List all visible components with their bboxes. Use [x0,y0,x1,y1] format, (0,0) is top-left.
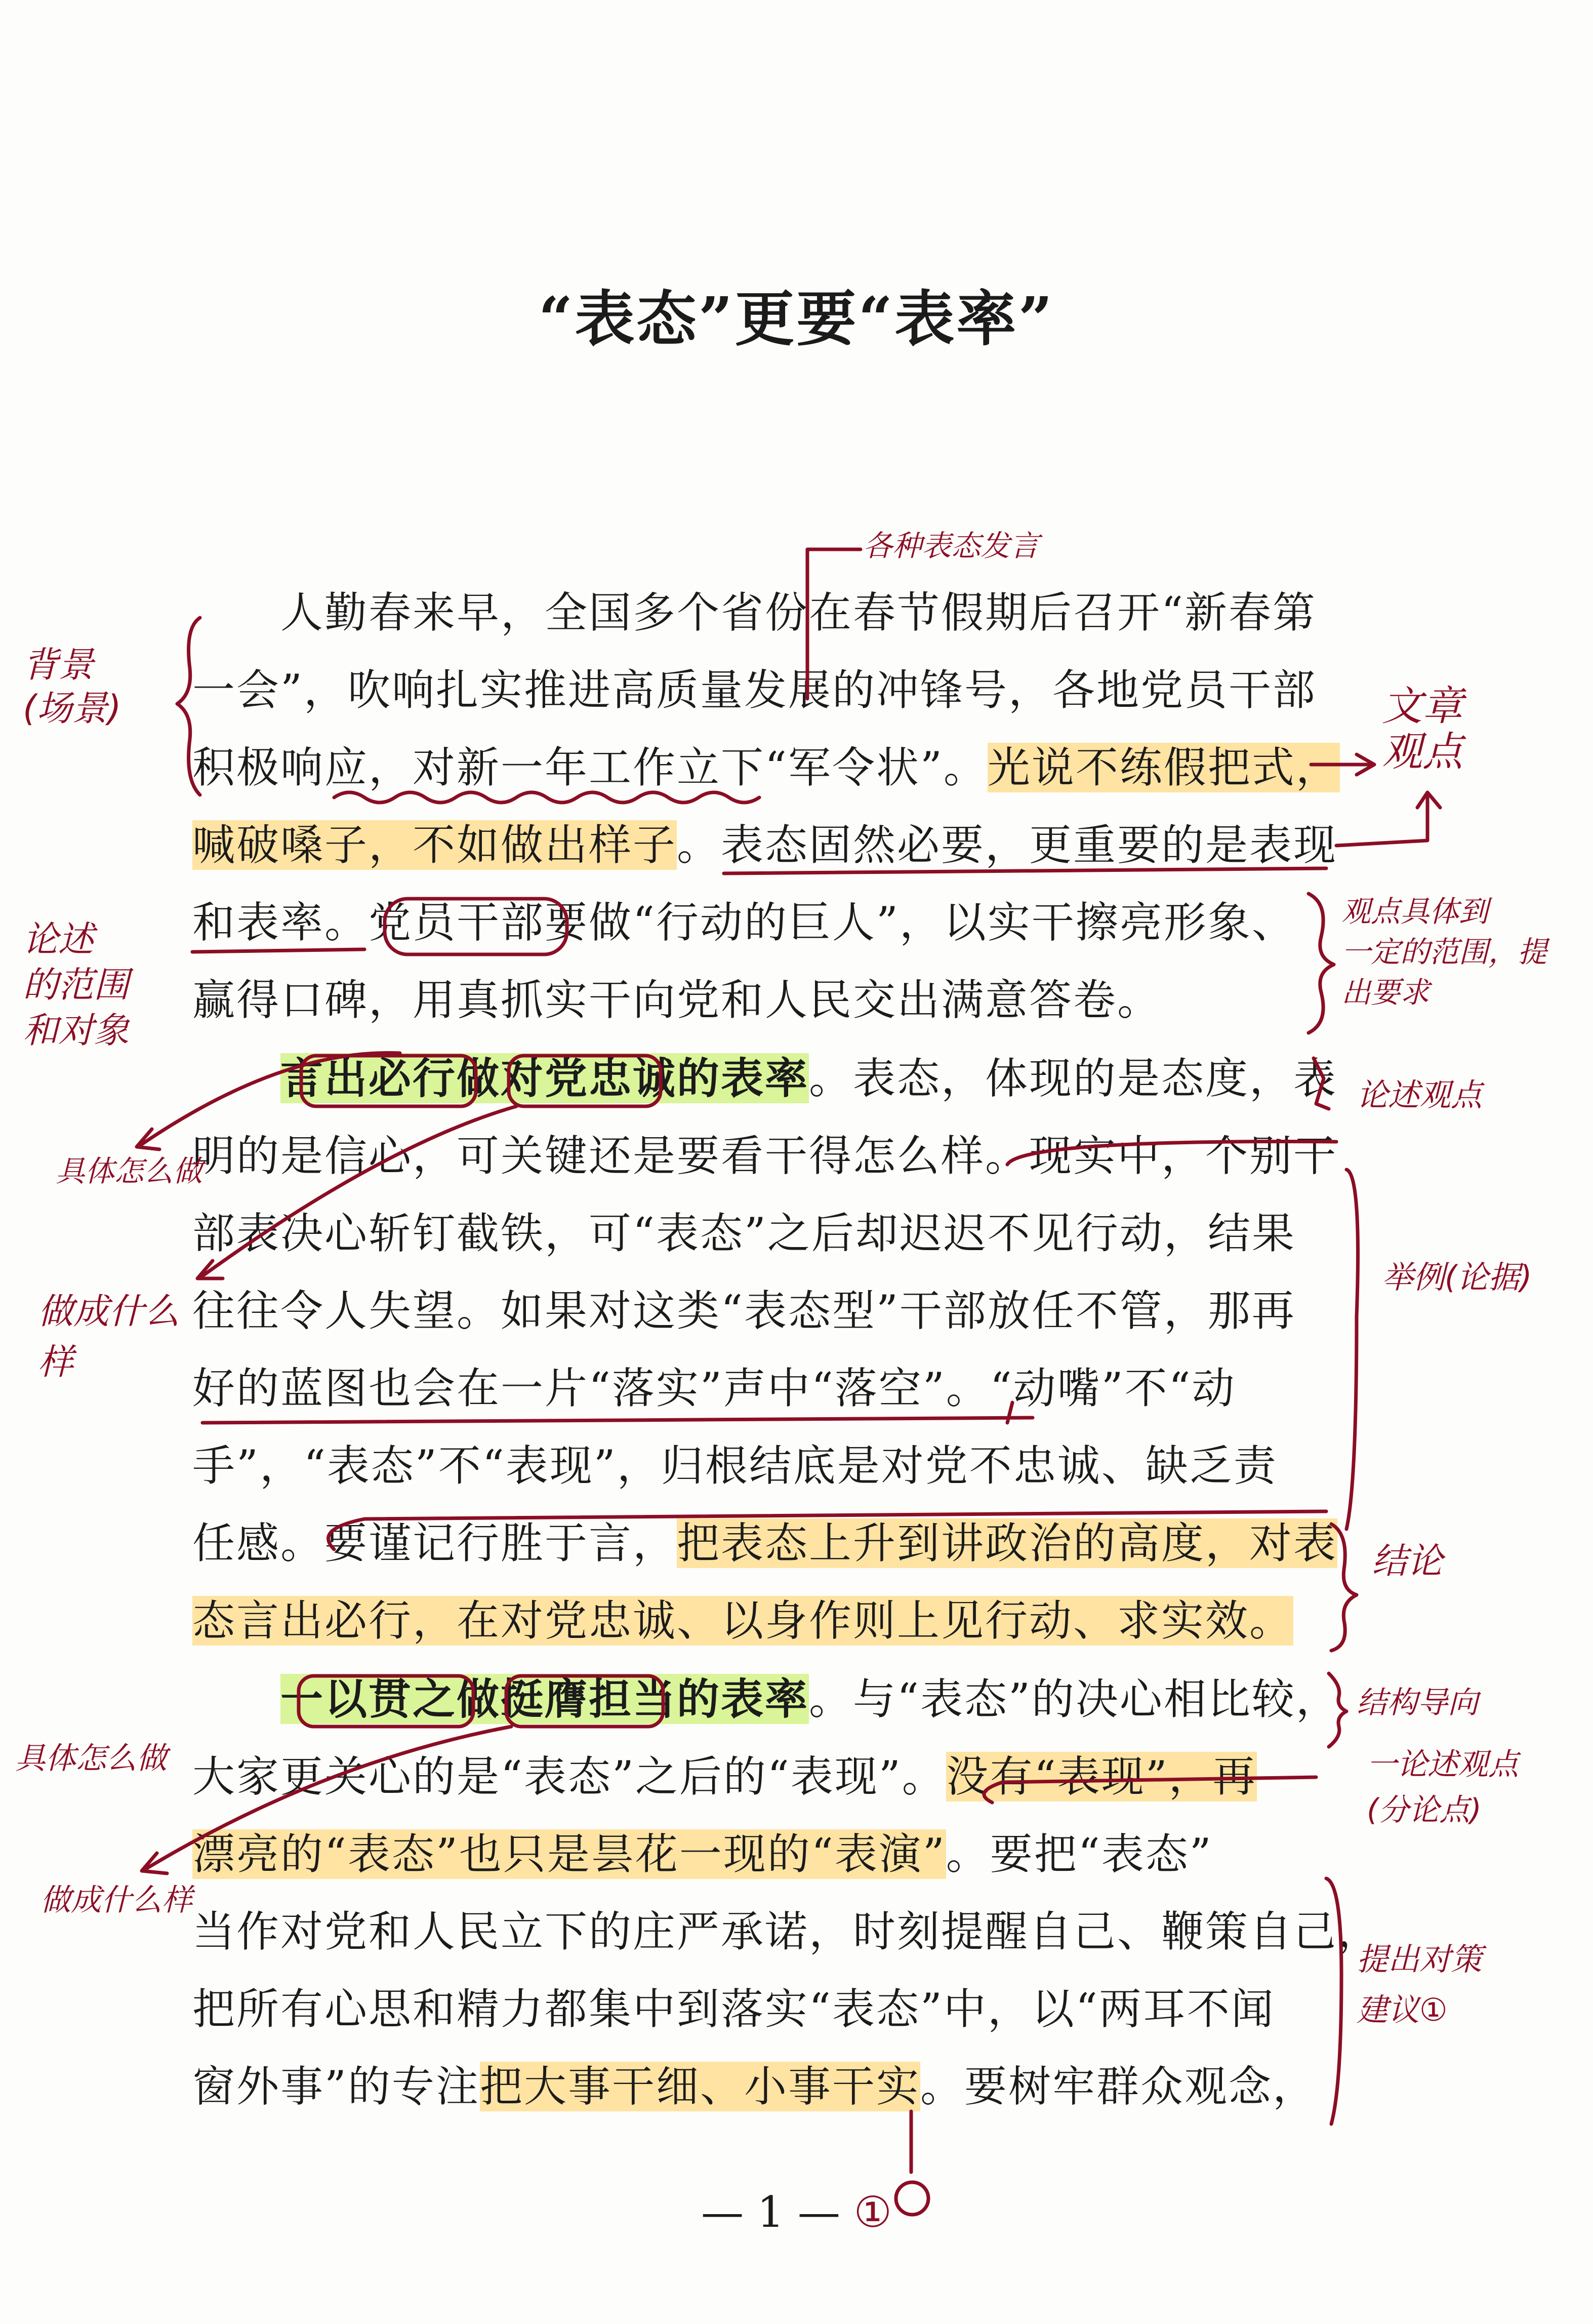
p2-line-4 [192,1286,1296,1336]
highlight-yellow: 漂亮的“表态”也只是昙花一现的“表演” [192,1829,946,1879]
p1-line-2 [192,665,1317,715]
p3-line-2 [192,1751,1257,1802]
note-measures: 提出对策 建议① [1357,1941,1483,2028]
note-sub-point: 一论述观点 (分论点) [1367,1747,1519,1828]
note-be-model-2: 做成什么样 [40,1882,192,1918]
p2-line-8 [192,1595,1293,1646]
p2-line-7 [192,1518,1337,1569]
p2-line-3 [192,1208,1296,1259]
p1-line-4 [192,820,1337,870]
highlight-yellow: 光说不练假把式， [987,743,1340,792]
note-top-bracket: 各种表态发言 [863,529,1040,563]
text-run [192,1674,280,1724]
highlight-yellow: 把大事干细、小事干实 [479,2062,920,2111]
text-run: 。要树牢群众观念， [920,2062,1317,2111]
text-run: 大家更关心的是“表态”之后的“表现”。 [192,1752,946,1801]
p2-line-5 [192,1363,1236,1414]
wavy-underline-mark [334,792,759,803]
note-argument-view: 论述观点 [1357,1076,1483,1113]
text-run: 。要把“表态” [946,1829,1213,1879]
text-run: 任感。要谨记行胜于言， [192,1518,677,1568]
p2-line-1 [192,1053,1337,1104]
note-article-view: 文章 观点 [1382,683,1463,775]
text-run: 。表态，体现的是态度，表 [809,1054,1338,1103]
text-run: 往往令人失望。如果对这类“表态型”干部放任不管，那再 [192,1286,1296,1336]
text-run: 人勤春来早，全国多个省份在春节假期后召开“新春第 [192,588,1317,637]
highlight-yellow: 没有“表现”，再 [946,1752,1257,1801]
text-run [192,1054,280,1103]
p1-line-6 [192,975,1161,1025]
p1-line-1 [192,587,1317,638]
text-run: 手”，“表态”不“表现”，归根结底是对党不忠诚、缺乏责 [192,1441,1278,1491]
p3-line-1 [192,1674,1340,1725]
text-run: 。与“表态”的决心相比较， [809,1674,1340,1724]
document-title: “表态”更要“表率” [538,284,1055,354]
text-run: 赢得口碑，用真抓实干向党和人民交出满意答卷。 [192,975,1162,1025]
note-example: 举例(论据) [1382,1259,1532,1296]
highlight-yellow: 喊破嗓子，不如做出样子 [192,820,677,870]
text-run: 当作对党和人民立下的庄严承诺，时刻提醒自己、鞭策自己， [192,1907,1382,1956]
text-run: 窗外事”的专注 [192,2062,480,2111]
text-run: 积极响应，对新一年工作立下“军令状”。 [192,743,988,792]
text-run: 一会”，吹响扎实推进高质量发展的冲锋号，各地党员干部 [192,665,1317,715]
p2-line-2 [192,1131,1337,1181]
scope-brace-mark [1309,894,1334,1033]
page-number-text: — 1 — [701,2187,840,2237]
text-run: 把所有心思和精力都集中到落实“表态”中，以“两耳不闻 [192,1984,1275,2034]
text-run: 部表决心斩钉截铁，可“表态”之后却迟迟不见行动，结果 [192,1209,1296,1258]
note-how-to-do-2: 具体怎么做 [15,1741,167,1776]
p3-line-5 [192,1984,1275,2034]
p3-line-3 [192,1829,1213,1879]
text-run: 和表率。党员干部要做“行动的巨人”，以实干擦亮形象、 [192,898,1296,947]
p1-line-5 [192,897,1296,948]
highlight-green: 一以贯之做挺膺担当的表率 [280,1674,809,1724]
note-be-model-1: 做成什么 样 [38,1291,180,1383]
arrow-up-view-mark [1336,792,1440,846]
note-how-to-do-1: 具体怎么做 [56,1154,203,1188]
highlight-green: 言出必行做对党忠诚的表率 [280,1053,809,1103]
note-structure: 结构导向 [1357,1685,1478,1720]
note-conclusion: 结论 [1372,1540,1443,1582]
text-run: 好的蓝图也会在一片“落实”声中“落空”。“动嘴”不“动 [192,1364,1236,1413]
p2-line-6 [192,1440,1278,1491]
highlight-yellow: 态言出必行，在对党忠诚、以身作则上见行动、求实效。 [192,1596,1294,1646]
note-scope: 论述 的范围 和对象 [23,918,129,1051]
p3-line-6 [192,2061,1317,2112]
note-view-specific: 观点具体到 一定的范围，提 出要求 [1341,894,1547,1010]
text-run: 。表态固然必要，更重要的是表现 [677,820,1338,870]
page-number [0,2187,1593,2237]
text-run: 明的是信心，可关键还是要看干得怎么样。现实中，个别干 [192,1131,1338,1181]
highlight-yellow: 把表态上升到讲政治的高度，对表 [677,1518,1338,1568]
note-background: 背景 (场景) [23,644,121,729]
page-number-circled: ① [853,2187,892,2237]
p1-line-3 [192,742,1340,793]
p3-line-4 [192,1906,1381,1957]
